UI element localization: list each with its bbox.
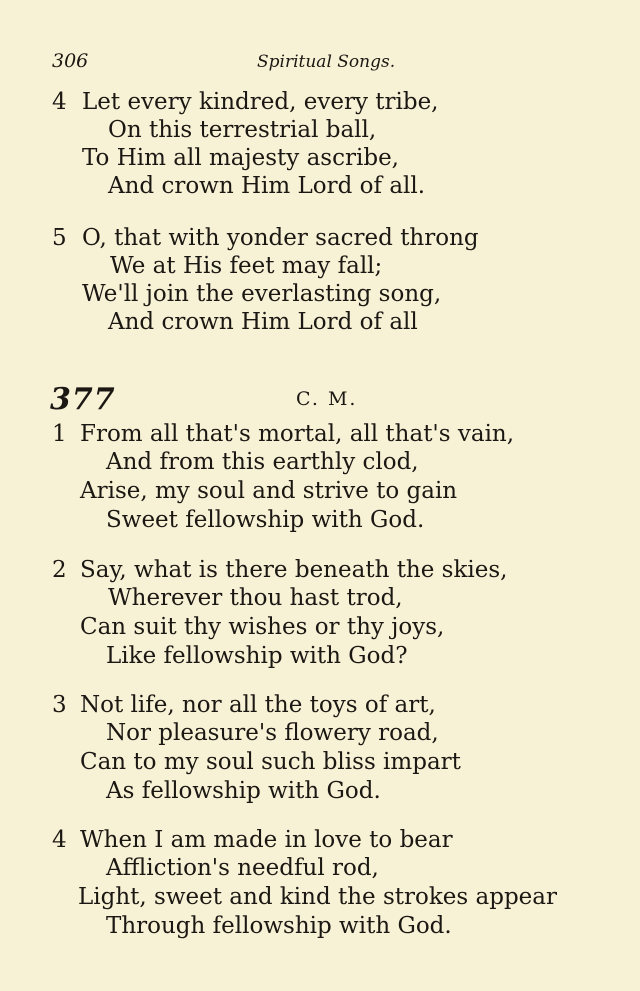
verse-line: Can to my soul such bliss impart <box>80 749 461 775</box>
verse-line: We at His feet may fall; <box>110 253 383 279</box>
verse-line: Not life, nor all the toys of art, <box>80 692 436 718</box>
running-title: Spiritual Songs. <box>257 52 396 72</box>
verse-line: On this terrestrial ball, <box>108 117 377 143</box>
verse-line: From all that's mortal, all that's vain, <box>80 421 515 447</box>
verse-line: Sweet fellowship with God. <box>106 507 425 533</box>
verse-line: Affliction's needful rod, <box>106 855 379 881</box>
stanza-number: 3 <box>52 692 67 718</box>
verse-line: As fellowship with God. <box>106 778 381 804</box>
stanza-number: 2 <box>52 557 67 583</box>
verse-line: Wherever thou hast trod, <box>108 585 403 611</box>
verse-line: Let every kindred, every tribe, <box>82 89 439 115</box>
verse-line: And crown Him Lord of all. <box>108 173 426 199</box>
verse-line: O, that with yonder sacred throng <box>82 225 479 251</box>
verse-line: Can suit thy wishes or thy joys, <box>80 614 445 640</box>
verse-line: When I am made in love to bear <box>80 827 453 853</box>
hymn-meter: C. M. <box>296 388 358 410</box>
verse-line: We'll join the everlasting song, <box>82 281 442 307</box>
verse-line: Arise, my soul and strive to gain <box>80 478 458 504</box>
hymn-number: 377 <box>50 382 116 417</box>
verse-line: Nor pleasure's flowery road, <box>106 720 439 746</box>
stanza-number: 5 <box>52 225 67 251</box>
verse-line: To Him all majesty ascribe, <box>82 145 399 171</box>
verse-line: Say, what is there beneath the skies, <box>80 557 508 583</box>
stanza-number: 4 <box>52 827 67 853</box>
verse-line: And crown Him Lord of all <box>108 309 418 335</box>
stanza-number: 1 <box>52 421 67 447</box>
verse-line: Light, sweet and kind the strokes appear <box>78 884 558 910</box>
stanza-number: 4 <box>52 89 67 115</box>
page-number: 306 <box>52 50 89 72</box>
verse-line: And from this earthly clod, <box>106 449 419 475</box>
page-header <box>52 50 412 76</box>
verse-line: Like fellowship with God? <box>106 643 408 669</box>
verse-line: Through fellowship with God. <box>106 913 452 939</box>
